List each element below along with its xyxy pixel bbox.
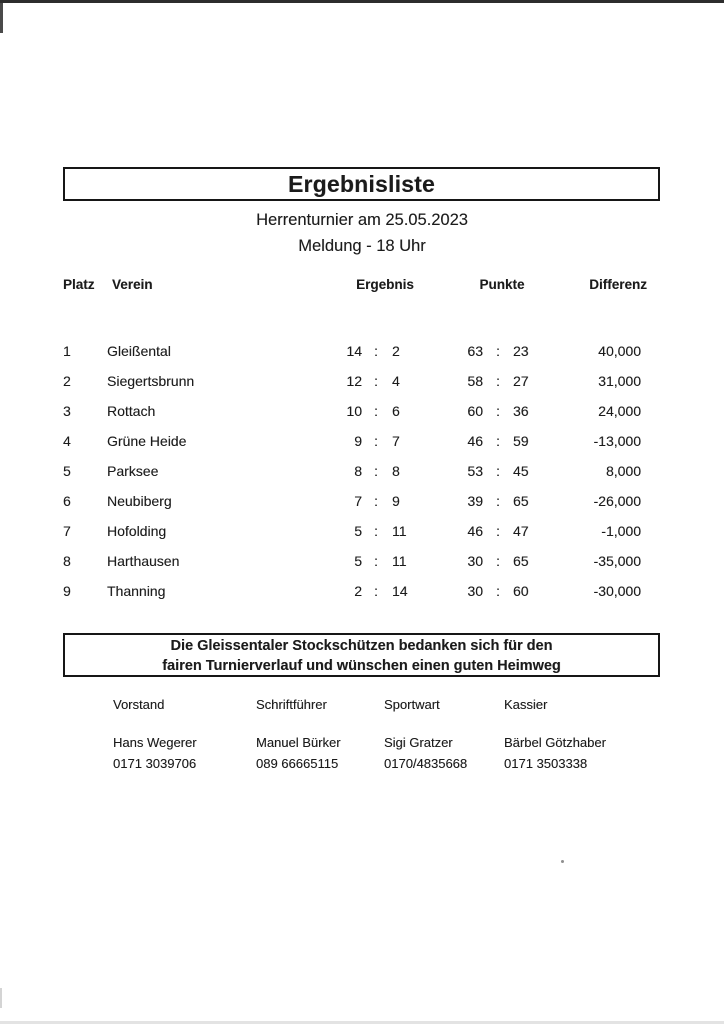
rank-cell: 2 bbox=[63, 373, 71, 389]
score-separator-icon: : bbox=[496, 373, 500, 389]
punkte-for-cell: 46 bbox=[467, 433, 483, 449]
thanks-line1: Die Gleissentaler Stockschützen bedanken sich für den bbox=[170, 638, 553, 654]
column-header-differenz: Differenz bbox=[589, 277, 647, 292]
punkte-against-cell: 23 bbox=[513, 343, 529, 359]
differenz-cell: -13,000 bbox=[593, 433, 641, 449]
score-separator-icon: : bbox=[496, 583, 500, 599]
score-separator-icon: : bbox=[374, 493, 378, 509]
contact-name: Manuel Bürker bbox=[256, 735, 341, 750]
contact-role: Vorstand bbox=[113, 697, 165, 712]
scan-artifact-left-edge bbox=[0, 3, 3, 33]
ergebnis-lost-cell: 11 bbox=[392, 553, 407, 569]
team-cell: Rottach bbox=[107, 403, 156, 419]
rank-cell: 1 bbox=[63, 343, 71, 359]
contact-role: Schriftführer bbox=[256, 697, 327, 712]
score-separator-icon: : bbox=[374, 433, 378, 449]
contacts-section bbox=[0, 697, 724, 787]
score-separator-icon: : bbox=[496, 553, 500, 569]
rank-cell: 3 bbox=[63, 403, 71, 419]
team-cell: Gleißental bbox=[107, 343, 171, 359]
thanks-box bbox=[63, 633, 660, 677]
punkte-for-cell: 53 bbox=[467, 463, 483, 479]
scan-artifact-left-speck bbox=[0, 988, 2, 1008]
team-cell: Parksee bbox=[107, 463, 159, 479]
ergebnis-lost-cell: 6 bbox=[392, 403, 400, 419]
score-separator-icon: : bbox=[374, 403, 378, 419]
punkte-for-cell: 30 bbox=[467, 553, 483, 569]
score-separator-icon: : bbox=[374, 583, 378, 599]
page-title: Ergebnisliste bbox=[287, 170, 436, 197]
thanks-line2: fairen Turnierverlauf und wünschen einen guten Heimweg bbox=[162, 658, 561, 674]
ergebnis-won-cell: 8 bbox=[354, 463, 362, 479]
team-cell: Thanning bbox=[107, 583, 166, 599]
punkte-against-cell: 47 bbox=[513, 523, 529, 539]
table-row bbox=[0, 463, 724, 485]
contact-role: Kassier bbox=[504, 697, 548, 712]
score-separator-icon: : bbox=[496, 463, 500, 479]
score-separator-icon: : bbox=[374, 343, 378, 359]
ergebnis-won-cell: 5 bbox=[354, 553, 362, 569]
rank-cell: 4 bbox=[63, 433, 71, 449]
differenz-cell: 24,000 bbox=[598, 403, 641, 419]
table-row bbox=[0, 373, 724, 395]
contact-phone: 0171 3503338 bbox=[504, 756, 588, 771]
punkte-against-cell: 59 bbox=[513, 433, 529, 449]
score-separator-icon: : bbox=[374, 523, 378, 539]
punkte-for-cell: 60 bbox=[467, 403, 483, 419]
ergebnis-won-cell: 5 bbox=[354, 523, 362, 539]
contact-name: Hans Wegerer bbox=[113, 735, 197, 750]
contact-name: Sigi Gratzer bbox=[384, 735, 453, 750]
punkte-for-cell: 58 bbox=[467, 373, 483, 389]
rank-cell: 7 bbox=[63, 523, 71, 539]
contact-name: Bärbel Götzhaber bbox=[504, 735, 606, 750]
team-cell: Grüne Heide bbox=[107, 433, 187, 449]
differenz-cell: -35,000 bbox=[593, 553, 641, 569]
punkte-against-cell: 60 bbox=[513, 583, 529, 599]
differenz-cell: 40,000 bbox=[598, 343, 641, 359]
punkte-against-cell: 36 bbox=[513, 403, 529, 419]
rank-cell: 5 bbox=[63, 463, 71, 479]
table-row bbox=[0, 553, 724, 575]
ergebnis-lost-cell: 9 bbox=[392, 493, 400, 509]
contact-phone: 089 66665115 bbox=[256, 756, 339, 771]
differenz-cell: -1,000 bbox=[601, 523, 641, 539]
score-separator-icon: : bbox=[496, 523, 500, 539]
column-header-verein: Verein bbox=[112, 277, 153, 292]
team-cell: Siegertsbrunn bbox=[107, 373, 195, 389]
team-cell: Harthausen bbox=[107, 553, 180, 569]
ergebnis-lost-cell: 11 bbox=[392, 523, 407, 539]
subtitle-report-time: Meldung - 18 Uhr bbox=[298, 237, 426, 255]
ergebnis-lost-cell: 2 bbox=[392, 343, 400, 359]
scan-artifact-dot bbox=[561, 860, 564, 863]
punkte-for-cell: 30 bbox=[467, 583, 483, 599]
differenz-cell: -30,000 bbox=[593, 583, 641, 599]
ergebnis-won-cell: 12 bbox=[346, 373, 362, 389]
ergebnis-won-cell: 14 bbox=[346, 343, 362, 359]
score-separator-icon: : bbox=[496, 403, 500, 419]
differenz-cell: 8,000 bbox=[605, 463, 641, 479]
punkte-against-cell: 45 bbox=[513, 463, 529, 479]
rank-cell: 9 bbox=[63, 583, 71, 599]
ergebnis-won-cell: 9 bbox=[354, 433, 362, 449]
contact-phone: 0170/4835668 bbox=[384, 756, 468, 771]
rank-cell: 6 bbox=[63, 493, 71, 509]
team-cell: Neubiberg bbox=[107, 493, 172, 509]
ergebnis-won-cell: 2 bbox=[354, 583, 362, 599]
punkte-against-cell: 27 bbox=[513, 373, 529, 389]
score-separator-icon: : bbox=[496, 343, 500, 359]
ergebnis-lost-cell: 4 bbox=[392, 373, 400, 389]
punkte-for-cell: 39 bbox=[467, 493, 483, 509]
score-separator-icon: : bbox=[374, 373, 378, 389]
table-row bbox=[0, 343, 724, 365]
contact-phone: 0171 3039706 bbox=[113, 756, 197, 771]
column-header-punkte: Punkte bbox=[479, 277, 525, 292]
table-row bbox=[0, 583, 724, 605]
punkte-against-cell: 65 bbox=[513, 493, 529, 509]
punkte-for-cell: 63 bbox=[467, 343, 483, 359]
table-row bbox=[0, 493, 724, 515]
column-header-platz: Platz bbox=[63, 277, 95, 292]
ergebnis-won-cell: 7 bbox=[354, 493, 362, 509]
ergebnis-lost-cell: 14 bbox=[392, 583, 408, 599]
score-separator-icon: : bbox=[374, 463, 378, 479]
ergebnis-lost-cell: 8 bbox=[392, 463, 400, 479]
title-box bbox=[63, 167, 660, 201]
table-row bbox=[0, 433, 724, 455]
contact-role: Sportwart bbox=[384, 697, 440, 712]
scan-artifact-top-edge bbox=[0, 0, 724, 3]
subtitle-tournament: Herrenturnier am 25.05.2023 bbox=[256, 211, 468, 229]
score-separator-icon: : bbox=[496, 433, 500, 449]
column-header-ergebnis: Ergebnis bbox=[356, 277, 414, 292]
ergebnis-lost-cell: 7 bbox=[392, 433, 400, 449]
team-cell: Hofolding bbox=[107, 523, 167, 539]
differenz-cell: -26,000 bbox=[593, 493, 641, 509]
score-separator-icon: : bbox=[374, 553, 378, 569]
table-header-row bbox=[0, 277, 724, 295]
rank-cell: 8 bbox=[63, 553, 71, 569]
ergebnis-won-cell: 10 bbox=[346, 403, 362, 419]
score-separator-icon: : bbox=[496, 493, 500, 509]
punkte-for-cell: 46 bbox=[467, 523, 483, 539]
differenz-cell: 31,000 bbox=[598, 373, 641, 389]
table-row bbox=[0, 523, 724, 545]
punkte-against-cell: 65 bbox=[513, 553, 529, 569]
table-row bbox=[0, 403, 724, 425]
